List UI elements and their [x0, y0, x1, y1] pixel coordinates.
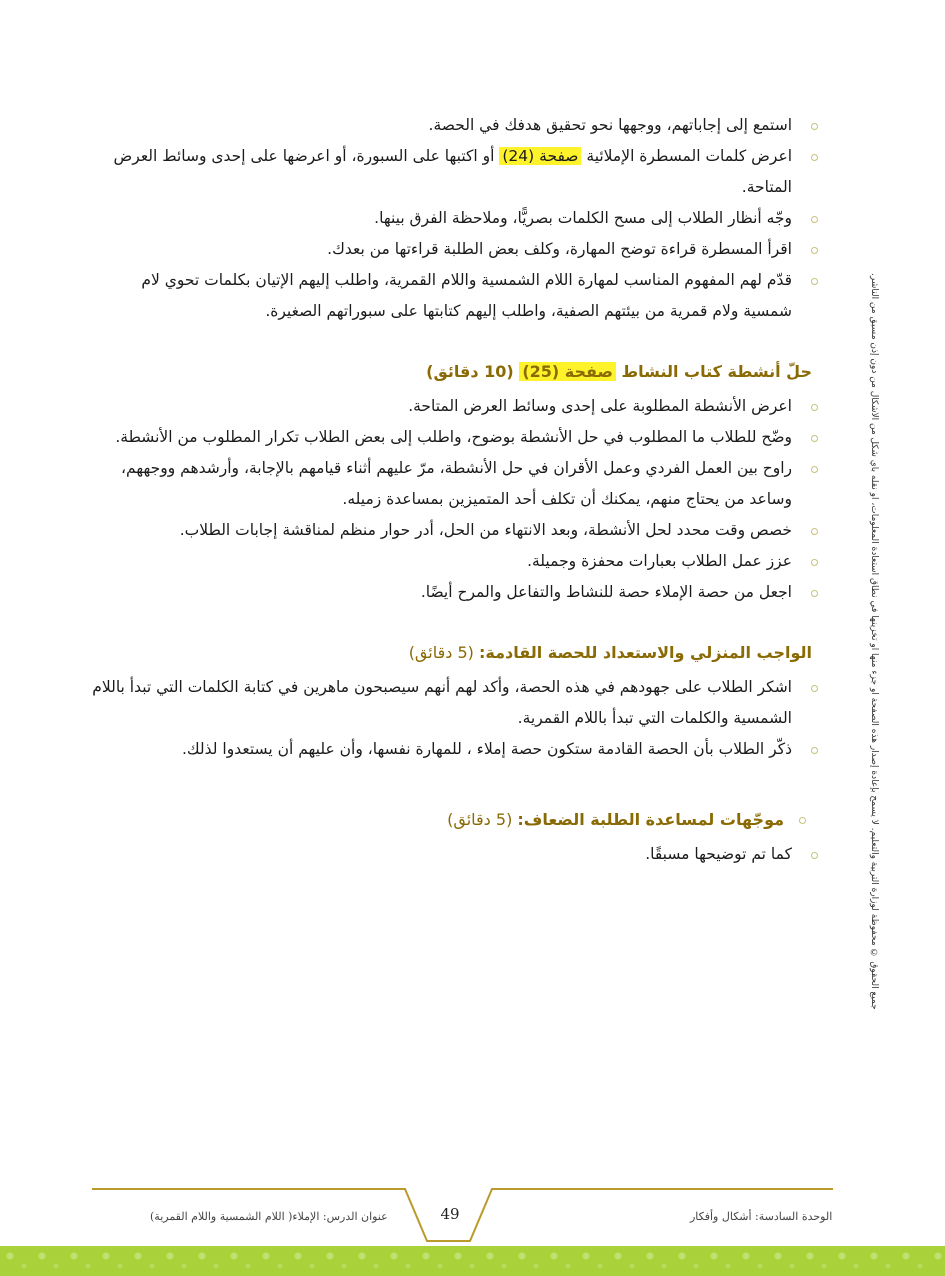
lesson-content	[88, 110, 820, 870]
item-text: أو اكتبها على السبورة، أو اعرضها على إحدى وسائط العرض المتاحة.	[113, 147, 792, 196]
footer-lesson-title: عنوان الدرس: الإملاء( اللام الشمسية واللام القمرية)	[150, 1210, 388, 1223]
section3-list	[88, 672, 820, 765]
item-text: اعرض كلمات المسطرة الإملائية	[581, 147, 792, 165]
list-item: خصص وقت محدد لحل الأنشطة، وبعد الانتهاء من الحل، أدر حوار منظم لمناقشة إجابات الطلاب.	[88, 515, 820, 546]
section2-list	[88, 391, 820, 608]
section-heading-activities: حلّ أنشطة كتاب النشاط صفحة (25) (10 دقائق)	[426, 362, 812, 381]
decorative-footer-band	[0, 1246, 945, 1276]
section1-list	[88, 110, 820, 327]
footer-unit-title: الوحدة السادسة: أشكال وأفكار	[690, 1210, 833, 1223]
list-item: قدّم لهم المفهوم المناسب لمهارة اللام الشمسية واللام القمرية، واطلب إليهم الإتيان بكلمات تحوي لام شمسية ولام قمرية من بيئتهم الصفية، واطلب إليهم كتابتها على سبوراتهم الصغيرة.	[88, 265, 820, 327]
copyright-sidebar: جميع الحقوق © محفوظة لوزارة التربية والتعليم. لا يسمح بإعادة إصدار هذه الصفحة أو جزء منها أو تخزينها في نطاق استعادة المعلومات، أو نقله بأي شكل من الأشكال من دون إذن مسبق من الناشر.	[869, 273, 879, 1010]
page-reference-highlight: صفحة (24)	[499, 147, 581, 165]
section-heading-weak-students: موجّهات لمساعدة الطلبة الضعاف: (5 دقائق)	[88, 805, 820, 835]
list-item: راوح بين العمل الفردي وعمل الأقران في حل الأنشطة، مرّ عليهم أثناء قيامهم بالإجابة، وأرشدهم ووجههم، وساعد من يحتاج منهم، يمكنك أن تكلف أحد المتميزين بمساعدة زميله.	[88, 453, 820, 515]
list-item: وجّه أنظار الطلاب إلى مسح الكلمات بصريًّا، وملاحظة الفرق بينها.	[88, 203, 820, 234]
list-item: وضّح للطلاب ما المطلوب في حل الأنشطة بوضوح، واطلب إلى بعض الطلاب تكرار المطلوب من الأنشطة.	[88, 422, 820, 453]
list-item: اجعل من حصة الإملاء حصة للنشاط والتفاعل والمرح أيضًا.	[88, 577, 820, 608]
list-item: اشكر الطلاب على جهودهم في هذه الحصة، وأكد لهم أنهم سيصبحون ماهرين في كتابة الكلمات التي تبدأ باللام الشمسية والكلمات التي تبدأ باللام القمرية.	[88, 672, 820, 734]
list-item	[88, 141, 820, 203]
page-number: 49	[440, 1205, 460, 1223]
list-item: اقرأ المسطرة قراءة توضح المهارة، وكلف بعض الطلبة قراءتها من بعدك.	[88, 234, 820, 265]
list-item: استمع إلى إجاباتهم، ووجهها نحو تحقيق هدفك في الحصة.	[88, 110, 820, 141]
section4-list	[88, 839, 820, 870]
section-heading-homework: الواجب المنزلي والاستعداد للحصة القادمة: (5 دقائق)	[408, 643, 812, 662]
list-item: عزز عمل الطلاب بعبارات محفزة وجميلة.	[88, 546, 820, 577]
page-reference-highlight: صفحة (25)	[519, 362, 616, 381]
list-item: اعرض الأنشطة المطلوبة على إحدى وسائط العرض المتاحة.	[88, 391, 820, 422]
list-item: كما تم توضيحها مسبقًا.	[88, 839, 820, 870]
list-item: ذكّر الطلاب بأن الحصة القادمة ستكون حصة إملاء ، للمهارة نفسها، وأن عليهم أن يستعدوا لذلك.	[88, 734, 820, 765]
